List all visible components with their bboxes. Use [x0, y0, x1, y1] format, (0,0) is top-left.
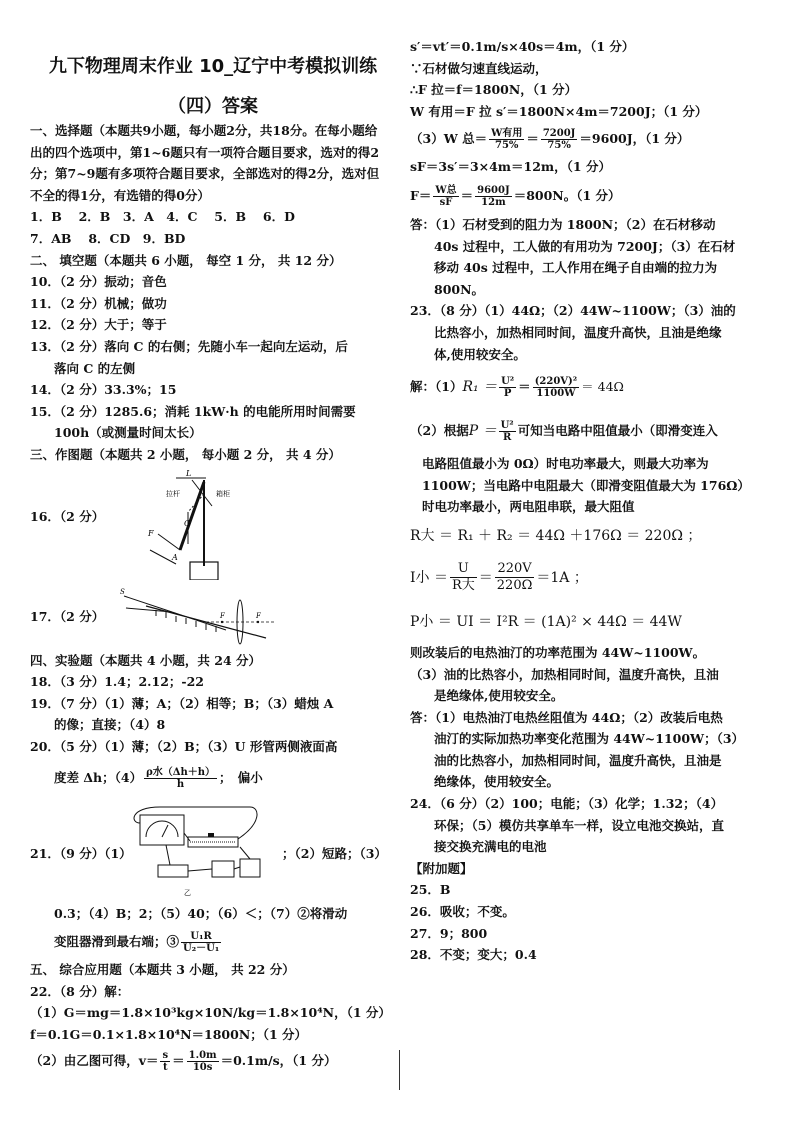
answer-row-2: 7．AB 8．CD 9．BD [30, 230, 186, 246]
q11: 11．（2 分）机械；做功 [30, 295, 167, 311]
eq-i-lhs: I小 ＝ [410, 569, 448, 586]
q16-text-A: A [172, 552, 178, 562]
q22-frac1 [160, 1050, 170, 1073]
r7-frac2-num: 9600J [477, 184, 510, 196]
ans23-line3: 油的比热容小，加热相同时间，温度升高快，且油是 [434, 752, 722, 768]
r-line-5 [410, 122, 780, 156]
q21-line2: 0.3；（4）B；2；（5）40；（6）＜；（7）②将滑动 [54, 906, 348, 922]
sec2-header: 二、 填空题（本题共 6 小题， 每空 1 分， 共 12 分） [30, 252, 342, 268]
q24-line3: 接交换充满电的电池 [434, 839, 547, 855]
eq-i-f2n: 220V [495, 561, 535, 578]
eq-i-mid: ＝ [478, 569, 493, 586]
eq-i-f1d: R大 [451, 578, 475, 594]
q16-text-F: F [148, 528, 154, 538]
q13-line2: 落向 C 的左侧 [54, 360, 136, 376]
r5-frac1-num: W有用 [491, 128, 523, 140]
q22-header: 22．（8 分）解： [30, 983, 130, 999]
q23-eq1-mid: ＝ [518, 379, 531, 395]
ans22-line3: 移动 40s 过程中，工人作用在绳子自由端的拉力为 [434, 260, 718, 276]
r5-mid: ＝ [526, 131, 539, 147]
q22-frac2-den: 10s [192, 1062, 213, 1074]
q23-2-pre: （2）根据 [410, 423, 469, 439]
q18: 18．（3 分）1.4；2.12；-22 [30, 674, 204, 690]
q23-2-frac [499, 420, 516, 443]
q17-optics-diagram [116, 586, 286, 646]
q15-line2: 100h（或测量时间太长） [54, 425, 202, 441]
q17-text-S: S [120, 587, 125, 596]
r-after-3: 是绝缘体,使用较安全。 [434, 688, 564, 704]
answer-row-1: 1．B 2．B 3．A 4．C 5．B 6．D [30, 209, 295, 225]
q20-text-post: ； 偏小 [219, 770, 263, 786]
q14: 14．（2 分）33.3%；15 [30, 382, 177, 398]
q16-text-G: G [184, 518, 191, 528]
q22-step1: （1）G＝mg＝1.8×10³kg×10N/kg＝1.8×10⁴N，（1 分） [30, 1005, 391, 1021]
eq-p-min: P小 ＝ UI ＝ I²R ＝ (1A)² × 44Ω ＝ 44W [410, 613, 682, 630]
q26: 26．吸收；不变。 [410, 904, 515, 920]
q23-line1: 23．（8 分）（1）44Ω；（2）44W~1100W；（3）油的 [410, 303, 736, 319]
r5-frac2 [541, 128, 578, 151]
q13-line1: 13．（2 分）落向 C 的右侧；先随小车一起向左运动，后 [30, 338, 348, 354]
eq-i-f1n: U [450, 561, 477, 578]
q23-eq1-post: ＝ 44Ω [581, 379, 624, 395]
q23-line3: 体,使用较安全。 [434, 346, 526, 362]
q21-suffix: ；（2）短路；（3） [282, 846, 387, 862]
q22-step2: f＝0.1G＝0.1×1.8×10⁴N＝1800N；（1 分） [30, 1026, 308, 1042]
q16-text-L: L [186, 468, 192, 478]
r-after-2: （3）油的比热容小，加热相同时间，温度升高快，且油 [410, 666, 719, 682]
r7-frac1-den: sF [439, 196, 453, 208]
q23-eq1-f2n: (220V)² [534, 376, 578, 388]
q22-text-pre: （2）由乙图可得，v＝ [30, 1053, 159, 1069]
q16-text-lagan: 拉杆 [166, 489, 180, 498]
q23-2-fn: U² [500, 420, 514, 432]
q27: 27．9；800 [410, 925, 488, 941]
q21-fraction [181, 931, 221, 954]
q23-2-post: 可知当电路中阻值最小（即滑变连入 [517, 423, 718, 439]
q21-prefix: 21．（9 分）（1） [30, 846, 132, 862]
bonus-header: 【附加题】 [410, 860, 473, 876]
ans22-line2: 40s 过程中，工人做的有用功为 7200J；（3）在石材 [434, 238, 736, 254]
r7-mid: ＝ [460, 187, 474, 203]
q23-solution-1 [410, 365, 780, 409]
ans23-line1: 答：（1）电热油汀电热丝阻值为 44Ω；（2）改装后电热 [410, 709, 723, 725]
q21-text-pre: 变阻器滑到最右端；③ [54, 934, 180, 950]
q10: 10．（2 分）振动；音色 [30, 274, 167, 290]
q23-eq1-frac2 [533, 376, 579, 399]
r5-frac1 [489, 128, 524, 151]
q24-line2: 环保；（5）模仿共享单车一样，设立电池交换站，直 [434, 817, 724, 833]
r-line-6: sF＝3s′＝3×4m＝12m，（1 分） [410, 159, 611, 175]
q21-line3 [30, 925, 392, 959]
r5-frac2-num: 7200J [542, 128, 576, 140]
q20-line2 [30, 757, 392, 799]
doc-title-line2: （四）答案 [168, 96, 258, 117]
q21-frac-num: U₁R [181, 931, 221, 943]
eq-r-total: R大 ＝ R₁ ＋ R₂ ＝ 44Ω ＋176Ω ＝ 220Ω ； [410, 527, 702, 544]
q22-text-post: ＝0.1m/s，（1 分） [220, 1053, 337, 1069]
q17-row [30, 584, 392, 650]
r-line-4: W 有用＝F 拉 s′＝1800N×4m＝7200J；（1 分） [410, 103, 708, 119]
eq-i-post: ＝1A ； [536, 569, 588, 586]
q23-sol-pre: 解：（1） [410, 379, 463, 395]
q23-eq1-lhs: R₁ ＝ [462, 379, 498, 396]
q21-circuit-diagram [130, 803, 270, 899]
q23-eq1-f2d: 1100W [536, 388, 576, 400]
doc-title-line1: 九下物理周末作业 10_辽宁中考模拟训练 [48, 56, 378, 77]
q20-line1: 20．（5 分）（1）薄；（2）B；（3）U 形管两侧液面高 [30, 738, 338, 754]
q20-frac-den: h [176, 779, 185, 791]
q16-label: 16．（2 分） [30, 508, 105, 524]
r5-frac2-den: 75% [547, 140, 571, 152]
sec4-header: 四、实验题（本题共 4 小题，共 24 分） [30, 652, 262, 668]
q23-line2: 比热容小，加热相同时间，温度升高快，且油是绝缘 [434, 324, 722, 340]
q22-frac2-num: 1.0m [188, 1050, 217, 1062]
r7-frac1 [433, 185, 458, 208]
q12: 12．（2 分）大于；等于 [30, 317, 167, 333]
ans23-line2: 油汀的实际加热功率变化范围为 44W~1100W；（3） [434, 731, 745, 747]
q28: 28．不变；变大；0.4 [410, 947, 537, 963]
column-divider [399, 1050, 400, 1090]
q22-frac1-den: t [162, 1062, 168, 1074]
q17-label: 17．（2 分） [30, 608, 105, 624]
q23-2-line3: 1100W；当电路中电阻最大（即滑变阻值最大为 176Ω） [422, 477, 750, 493]
q22-step3 [30, 1045, 392, 1077]
q16-text-pan: 箱柜 [216, 489, 230, 498]
q23-2-eq-lhs: P ＝ [468, 423, 497, 440]
ans22-line1: 答：（1）石材受到的阻力为 1800N；（2）在石材移动 [410, 216, 716, 232]
r7-pre: F＝ [410, 187, 432, 203]
r-after-1: 则改装后的电热油汀的功率范围为 44W~1100W。 [410, 644, 706, 660]
r-line-2: ∵石材做匀速直线运动， [410, 60, 548, 76]
r7-frac2-den: 12m [481, 196, 506, 208]
q22-text-mid: ＝ [172, 1053, 185, 1069]
q23-2-fd: R [502, 432, 512, 444]
q24-line1: 24．（6 分）（2）100；电能；（3）化学；1.32；（4） [410, 796, 724, 812]
q22-frac1-num: s [162, 1050, 169, 1062]
q22-frac2 [187, 1050, 219, 1073]
q21-frac-den: U₂－U₁ [183, 943, 220, 955]
q23-eq1-f1d: P [503, 388, 512, 400]
q16-row [30, 466, 392, 584]
q23-2-line2: 电路阻值最小为 0Ω）时电功率最大，则最大功率为 [422, 456, 709, 472]
eq-i-frac2 [495, 561, 535, 594]
q21-text-yi: 乙 [184, 889, 191, 898]
r-line-7 [410, 178, 780, 214]
r7-post: ＝800N。（1 分） [513, 187, 621, 203]
q23-2-line4: 时电功率最小，两电阻串联，最大阻值 [422, 499, 635, 515]
right-column [410, 36, 780, 966]
q20-fraction [144, 767, 217, 790]
q20-frac-num: ρ水（Δh＋h） [146, 767, 216, 779]
q19-line1: 19．（7 分）（1）薄；A；（2）相等；B；（3）蜡烛 A [30, 695, 334, 711]
q25: 25．B [410, 882, 451, 898]
r-line-3: ∴F 拉＝f＝1800N，（1 分） [410, 82, 578, 98]
q20-text-pre: 度差 Δh；（4） [54, 770, 143, 786]
r7-frac1-num: W总 [435, 184, 457, 196]
q21-row [30, 799, 392, 903]
eq-i-f2d: 220Ω [496, 578, 533, 594]
sec1-header: 一、选择题（本题共9小题，每小题2分，共18分。在每小题给出的四个选项中，第1~6题只有一项符合题目要求，选对的得2分；第7~9题有多项符合题目要求，全部选对的得2分，选对但不全的得1分，有选错的得0分） [30, 123, 380, 203]
ans23-line4: 绝缘体，使用较安全。 [434, 774, 560, 790]
q23-eq1-frac1 [499, 376, 516, 399]
left-column [30, 120, 392, 1077]
r5-post: ＝9600J，（1 分） [579, 131, 690, 147]
sec5-header: 五、 综合应用题（本题共 3 小题， 共 22 分） [30, 962, 295, 978]
q16-lever-diagram [116, 468, 266, 580]
q23-eq1-f1n: U² [501, 376, 515, 388]
q17-text-F2: F [256, 611, 261, 620]
r7-frac2 [475, 185, 512, 208]
r5-pre: （3）W 总＝ [410, 131, 488, 147]
eq-i-min [410, 554, 780, 602]
q17-text-F1: F [220, 611, 225, 620]
r-line-1: s′＝vt′＝0.1m/s×40s＝4m，（1 分） [410, 39, 635, 54]
q15-line1: 15．（2 分）1285.6；消耗 1kW·h 的电能所用时间需要 [30, 403, 356, 419]
r5-frac1-den: 75% [495, 140, 519, 152]
sec3-header: 三、作图题（本题共 2 小题， 每小题 2 分， 共 4 分） [30, 446, 341, 462]
q19-line2: 的像；直接；（4）8 [54, 717, 166, 733]
eq-i-frac1 [450, 561, 477, 594]
ans22-line4: 800N。 [434, 281, 485, 297]
q23-solution-2 [410, 409, 780, 453]
